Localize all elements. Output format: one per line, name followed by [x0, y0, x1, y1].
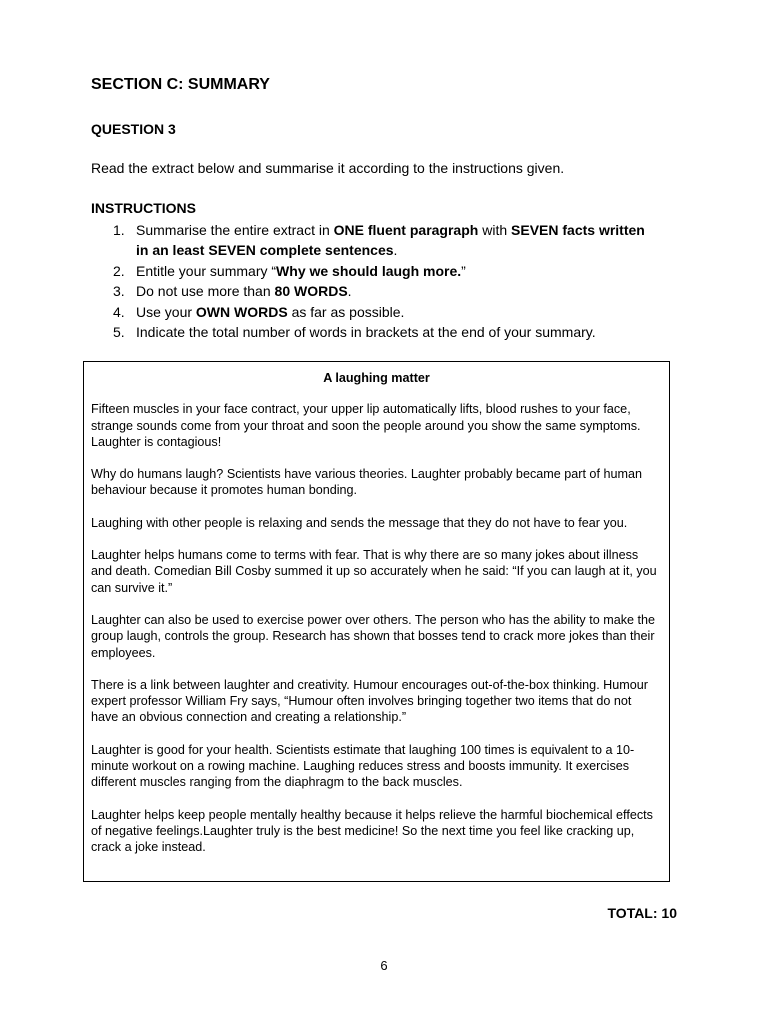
instruction-emphasis: SEVEN facts written in an least SEVEN complete sentences — [136, 222, 645, 258]
extract-paragraph: Laughter helps humans come to terms with fear. That is why there are so many jokes about illness and death. Comedian Bill Cosby summed it up so accurately when he said: “If you can laugh at it, you can survive it.” — [91, 548, 657, 595]
instruction-emphasis: 80 WORDS — [274, 283, 348, 299]
instruction-item-1 — [91, 220, 651, 260]
instruction-text: Use your — [136, 303, 196, 320]
extract-paragraph: Laughter is good for your health. Scientists estimate that laughing 100 times is equivalent to a 10-minute workout on a rowing machine. Laughing reduces stress and boosts immunity. It exercises different muscles ranging from the diaphragm to the back muscles. — [91, 742, 635, 790]
instruction-text: . — [347, 283, 352, 299]
instruction-item-5 — [91, 322, 651, 342]
instruction-text: Indicate the total number of words in brackets at the end of your summary. — [136, 324, 596, 340]
extract-paragraph: Laughing with other people is relaxing and sends the message that they do not have to fear you. — [91, 515, 628, 530]
instruction-text: Entitle your summary “ — [136, 262, 277, 279]
total-marks: TOTAL: 10 — [607, 905, 677, 921]
instruction-item-3 — [91, 281, 651, 301]
extract-paragraph: Why do humans laugh? Scientists have various theories. Laughter probably became part of human behaviour because it promotes human bonding. — [91, 467, 642, 498]
instruction-text: with — [478, 222, 512, 238]
instruction-text: ” — [461, 262, 466, 279]
page-number: 6 — [380, 958, 388, 973]
instruction-emphasis: ONE fluent paragraph — [333, 222, 479, 238]
instruction-number: 3. — [113, 283, 125, 299]
question-title: QUESTION 3 — [91, 121, 176, 137]
instruction-number: 2. — [113, 262, 125, 279]
instructions-list — [91, 220, 651, 343]
instruction-emphasis: Why we should laugh more. — [276, 262, 462, 279]
instruction-number: 1. — [113, 222, 125, 238]
instruction-text: . — [393, 242, 398, 258]
section-title: SECTION C: SUMMARY — [91, 76, 270, 93]
intro-text: Read the extract below and summarise it according to the instructions given. — [91, 160, 565, 176]
extract-paragraph: There is a link between laughter and creativity. Humour encourages out-of-the-box thinking. Humour expert professor William Fry says, “Humour often involves bringing together two items that do not have an obvious connection and creating a relationship.” — [91, 677, 648, 725]
instruction-number: 4. — [113, 303, 125, 320]
extract-box — [83, 361, 670, 882]
instructions-heading: INSTRUCTIONS — [91, 200, 196, 216]
extract-title: A laughing matter — [323, 371, 430, 385]
instruction-number: 5. — [113, 324, 125, 340]
instruction-item-2 — [91, 261, 651, 281]
extract-paragraph: Laughter helps keep people mentally healthy because it helps relieve the harmful biochemical effects of negative feelings.Laughter truly is the best medicine! So the next time you feel like cracking up, crack a joke instead. — [91, 807, 653, 855]
extract-paragraph: Fifteen muscles in your face contract, your upper lip automatically lifts, blood rushes to your face, strange sounds come from your throat and soon the people around you show the same symptoms. Laughter is contagious! — [91, 402, 641, 449]
instruction-text: Do not use more than — [136, 283, 275, 299]
instruction-text: as far as possible. — [287, 303, 405, 320]
instruction-item-4 — [91, 302, 651, 322]
instruction-emphasis: OWN WORDS — [195, 303, 288, 320]
extract-paragraph: Laughter can also be used to exercise power over others. The person who has the ability to make the group laugh, controls the group. Research has shown that bosses tend to crack more jokes than their employees. — [91, 612, 656, 660]
instruction-text: Summarise the entire extract in — [136, 222, 334, 238]
